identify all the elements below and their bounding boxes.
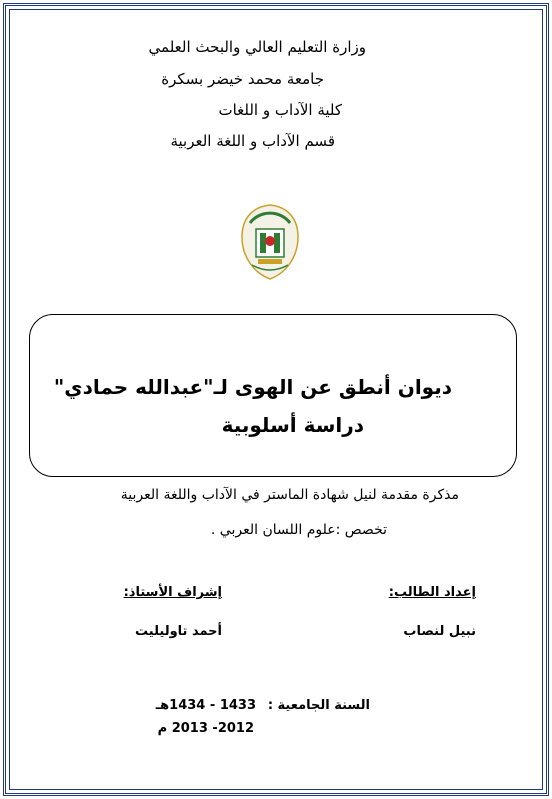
- thesis-title: ديوان أنطق عن الهوى لـ"عبدالله حمادي": [53, 375, 452, 399]
- memo-description: مذكرة مقدمة لنيل شهادة الماستر في الآداب واللغة العربية: [120, 487, 459, 503]
- academic-year-gregorian: 2012- 2013 م: [157, 721, 254, 736]
- academic-year-hijri: 1433 - 1434هـ: [155, 698, 256, 713]
- university-emblem-icon: [238, 203, 302, 281]
- thesis-subtitle: دراسة أسلوبية: [221, 413, 364, 437]
- university-name: جامعة محمد خيضر بسكرة: [161, 70, 324, 88]
- faculty-name: كلية الآداب و اللغات: [218, 101, 342, 119]
- prepared-by-label: إعداد الطالب:: [388, 585, 476, 600]
- student-name: نبيل لنصاب: [403, 624, 476, 639]
- supervisor-label: إشراف الأستاذ:: [123, 585, 222, 600]
- department-name: قسم الآداب و اللغة العربية: [170, 132, 335, 150]
- ministry-name: وزارة التعليم العالي والبحث العلمي: [148, 38, 366, 56]
- specialization: تخصص :علوم اللسان العربي .: [210, 522, 387, 538]
- supervisor-name: أحمد تاوليليت: [135, 624, 222, 639]
- academic-year-label: السنة الجامعية :: [267, 698, 370, 713]
